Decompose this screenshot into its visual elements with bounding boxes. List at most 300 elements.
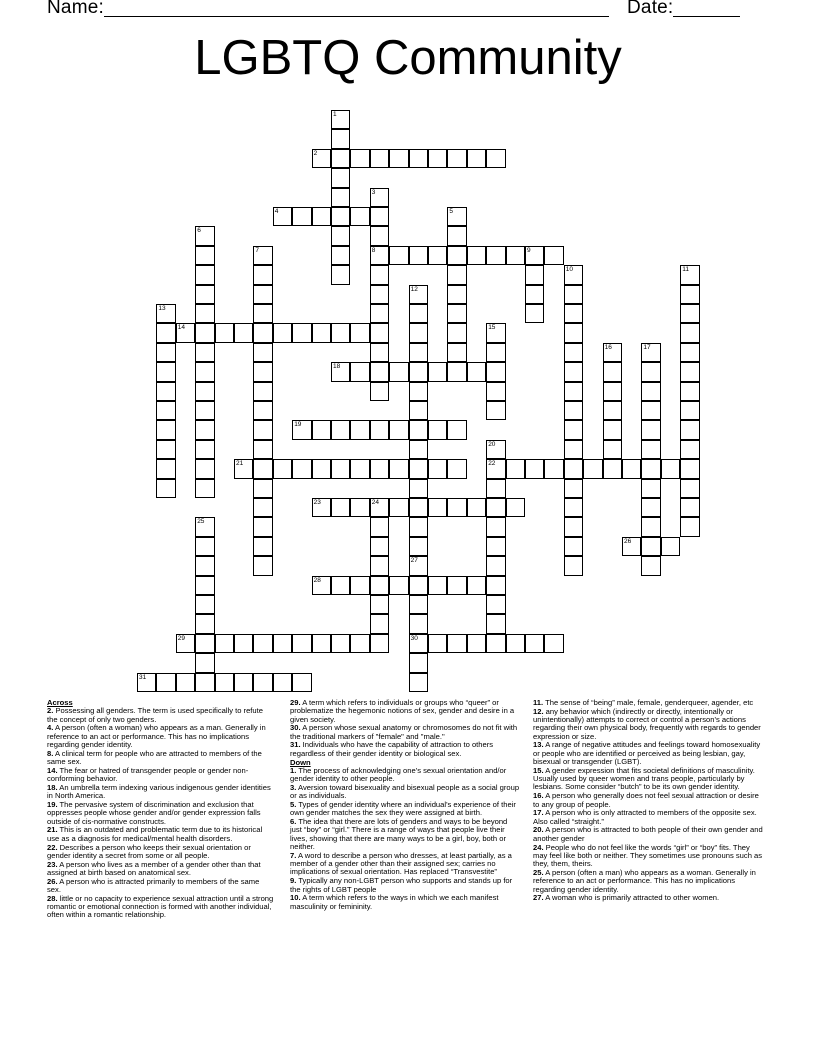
grid-cell[interactable] [409,595,428,614]
grid-cell[interactable] [253,634,272,653]
grid-cell[interactable] [253,304,272,323]
grid-cell[interactable] [680,265,699,284]
grid-cell[interactable] [564,537,583,556]
clue-number: 28 [313,576,321,584]
date-label: Date: [627,0,674,18]
grid-cell[interactable] [253,362,272,381]
across-clue: 26. A person who is attracted primarily to members of the same sex. [47,876,260,895]
grid-cell[interactable] [525,285,544,304]
grid-cell[interactable] [253,401,272,420]
grid-cell[interactable] [680,343,699,362]
grid-cell[interactable] [331,498,350,517]
grid-cell[interactable] [195,576,214,595]
grid-cell[interactable] [680,517,699,536]
grid-cell[interactable] [389,149,408,168]
grid-cell[interactable] [331,420,350,439]
grid-cell[interactable] [195,382,214,401]
grid-cell[interactable] [506,634,525,653]
grid-cell[interactable] [137,673,156,692]
grid-cell[interactable] [467,246,486,265]
grid-cell[interactable] [641,459,660,478]
grid-cell[interactable] [195,459,214,478]
grid-cell[interactable] [292,634,311,653]
grid-cell[interactable] [331,207,350,226]
grid-cell[interactable] [331,265,350,284]
grid-cell[interactable] [428,149,447,168]
grid-cell[interactable] [409,498,428,517]
grid-cell[interactable] [156,323,175,342]
grid-cell[interactable] [564,479,583,498]
clue-number: 9 [527,246,531,254]
grid-cell[interactable] [486,401,505,420]
grid-cell[interactable] [195,246,214,265]
grid-cell[interactable] [486,556,505,575]
grid-cell[interactable] [486,459,505,478]
down-clue: 5. Types of gender identity where an individual's experience of their own gender matches the sex they were assigned at birth. [290,800,516,818]
grid-cell[interactable] [409,362,428,381]
grid-cell[interactable] [564,362,583,381]
grid-cell[interactable] [312,498,331,517]
grid-cell[interactable] [409,614,428,633]
grid-cell[interactable] [253,382,272,401]
grid-cell[interactable] [409,653,428,672]
grid-cell[interactable] [350,634,369,653]
grid-cell[interactable] [486,517,505,536]
grid-cell[interactable] [195,226,214,245]
grid-cell[interactable] [215,323,234,342]
grid-cell[interactable] [195,556,214,575]
grid-cell[interactable] [641,556,660,575]
grid-cell[interactable] [447,634,466,653]
grid-cell[interactable] [292,207,311,226]
clue-number: 25 [197,518,205,526]
grid-cell[interactable] [273,673,292,692]
grid-cell[interactable] [331,576,350,595]
grid-cell[interactable] [350,207,369,226]
grid-cell[interactable] [370,188,389,207]
grid-cell[interactable] [486,382,505,401]
grid-cell[interactable] [312,149,331,168]
grid-cell[interactable] [544,459,563,478]
grid-cell[interactable] [195,401,214,420]
grid-cell[interactable] [428,459,447,478]
grid-cell[interactable] [370,614,389,633]
grid-cell[interactable] [253,343,272,362]
grid-cell[interactable] [622,459,641,478]
grid-cell[interactable] [641,362,660,381]
grid-cell[interactable] [486,323,505,342]
grid-cell[interactable] [350,420,369,439]
grid-cell[interactable] [428,576,447,595]
grid-cell[interactable] [389,498,408,517]
grid-cell[interactable] [409,479,428,498]
grid-cell[interactable] [331,226,350,245]
grid-cell[interactable] [680,304,699,323]
grid-cell[interactable] [447,362,466,381]
grid-cell[interactable] [564,343,583,362]
grid-cell[interactable] [253,498,272,517]
grid-cell[interactable] [680,420,699,439]
grid-cell[interactable] [350,576,369,595]
grid-cell[interactable] [195,595,214,614]
grid-cell[interactable] [176,323,195,342]
grid-cell[interactable] [564,323,583,342]
grid-cell[interactable] [583,459,602,478]
grid-cell[interactable] [389,420,408,439]
grid-cell[interactable] [622,537,641,556]
grid-cell[interactable] [641,440,660,459]
grid-cell[interactable] [447,459,466,478]
grid-cell[interactable] [273,634,292,653]
down-clue: 11. The sense of “being” male, female, genderqueer, agender, etc [533,698,754,707]
clue-number: 16 [604,343,612,351]
grid-cell[interactable] [447,420,466,439]
grid-cell[interactable] [641,479,660,498]
grid-cell[interactable] [253,265,272,284]
grid-cell[interactable] [409,246,428,265]
grid-cell[interactable] [506,459,525,478]
grid-cell[interactable] [641,420,660,439]
grid-cell[interactable] [641,382,660,401]
grid-cell[interactable] [680,440,699,459]
clue-number: 21 [236,460,244,468]
grid-cell[interactable] [312,207,331,226]
grid-cell[interactable] [506,246,525,265]
grid-cell[interactable] [292,673,311,692]
grid-cell[interactable] [409,343,428,362]
grid-cell[interactable] [467,634,486,653]
grid-cell[interactable] [661,537,680,556]
grid-cell[interactable] [370,149,389,168]
grid-cell[interactable] [447,149,466,168]
grid-cell[interactable] [176,673,195,692]
grid-cell[interactable] [350,323,369,342]
grid-cell[interactable] [156,440,175,459]
grid-cell[interactable] [234,673,253,692]
grid-cell[interactable] [603,440,622,459]
grid-cell[interactable] [215,673,234,692]
grid-cell[interactable] [234,459,253,478]
grid-cell[interactable] [370,459,389,478]
grid-cell[interactable] [409,304,428,323]
clue-number: 11 [682,266,689,274]
grid-cell[interactable] [195,304,214,323]
grid-cell[interactable] [409,420,428,439]
grid-cell[interactable] [195,537,214,556]
grid-cell[interactable] [312,576,331,595]
grid-cell[interactable] [409,537,428,556]
grid-cell[interactable] [680,323,699,342]
grid-cell[interactable] [525,304,544,323]
grid-cell[interactable] [486,440,505,459]
grid-cell[interactable] [680,362,699,381]
clues-column-2 [290,699,520,911]
down-clue: 16. A person who generally does not feel sexual attraction or desire to any group of people. [533,791,759,809]
grid-cell[interactable] [564,556,583,575]
grid-cell[interactable] [447,304,466,323]
grid-cell[interactable] [486,537,505,556]
grid-cell[interactable] [370,420,389,439]
grid-cell[interactable] [447,343,466,362]
grid-cell[interactable] [564,304,583,323]
grid-cell[interactable] [428,634,447,653]
grid-cell[interactable] [370,246,389,265]
grid-cell[interactable] [680,479,699,498]
grid-cell[interactable] [564,265,583,284]
grid-cell[interactable] [350,459,369,478]
grid-cell[interactable] [641,343,660,362]
grid-cell[interactable] [603,420,622,439]
grid-cell[interactable] [603,459,622,478]
grid-cell[interactable] [680,401,699,420]
grid-cell[interactable] [447,323,466,342]
grid-cell[interactable] [506,498,525,517]
grid-cell[interactable] [525,246,544,265]
grid-cell[interactable] [331,129,350,148]
grid-cell[interactable] [312,459,331,478]
clue-number: 31 [139,673,147,681]
grid-cell[interactable] [447,265,466,284]
grid-cell[interactable] [428,362,447,381]
grid-cell[interactable] [195,614,214,633]
grid-cell[interactable] [215,634,234,653]
grid-cell[interactable] [370,537,389,556]
grid-cell[interactable] [195,362,214,381]
across-clue: 23. A person who lives as a member of a gender other than that assigned at birth based on anatomical sex. [47,859,261,877]
grid-cell[interactable] [564,382,583,401]
grid-cell[interactable] [428,498,447,517]
grid-cell[interactable] [525,459,544,478]
clue-number: 10 [565,266,574,274]
grid-cell[interactable] [370,362,389,381]
grid-cell[interactable] [680,382,699,401]
grid-cell[interactable] [467,149,486,168]
grid-cell[interactable] [447,285,466,304]
grid-cell[interactable] [253,459,272,478]
grid-cell[interactable] [156,343,175,362]
grid-cell[interactable] [409,673,428,692]
grid-cell[interactable] [564,440,583,459]
grid-cell[interactable] [253,285,272,304]
grid-cell[interactable] [544,634,563,653]
grid-cell[interactable] [447,246,466,265]
grid-cell[interactable] [409,459,428,478]
grid-cell[interactable] [331,323,350,342]
grid-cell[interactable] [389,362,408,381]
grid-cell[interactable] [428,246,447,265]
grid-cell[interactable] [641,537,660,556]
grid-cell[interactable] [467,362,486,381]
grid-cell[interactable] [370,382,389,401]
grid-cell[interactable] [486,498,505,517]
grid-cell[interactable] [641,498,660,517]
grid-cell[interactable] [331,168,350,187]
grid-cell[interactable] [370,517,389,536]
clue-number: 7 [255,246,260,254]
grid-cell[interactable] [447,576,466,595]
grid-cell[interactable] [525,634,544,653]
grid-cell[interactable] [409,576,428,595]
grid-cell[interactable] [564,459,583,478]
grid-cell[interactable] [603,401,622,420]
grid-cell[interactable] [273,323,292,342]
grid-cell[interactable] [564,420,583,439]
grid-cell[interactable] [467,576,486,595]
grid-cell[interactable] [603,362,622,381]
grid-cell[interactable] [253,673,272,692]
grid-cell[interactable] [253,440,272,459]
grid-cell[interactable] [292,323,311,342]
grid-cell[interactable] [156,420,175,439]
grid-cell[interactable] [273,207,292,226]
grid-cell[interactable] [486,479,505,498]
grid-cell[interactable] [253,479,272,498]
grid-cell[interactable] [156,382,175,401]
grid-cell[interactable] [253,556,272,575]
grid-cell[interactable] [603,343,622,362]
grid-cell[interactable] [564,498,583,517]
grid-cell[interactable] [661,459,680,478]
grid-cell[interactable] [195,517,214,536]
grid-cell[interactable] [331,110,350,129]
grid-cell[interactable] [156,401,175,420]
grid-cell[interactable] [680,285,699,304]
grid-cell[interactable] [370,556,389,575]
down-clue: 6. The idea that there are lots of genders and ways to be beyond just “boy” or “girl.” There is a range of ways that people live their lives, showing that there are many ways to be a girl, boy, both or neither. [290,817,508,852]
grid-cell[interactable] [195,420,214,439]
grid-cell[interactable] [176,634,195,653]
grid-cell[interactable] [156,304,175,323]
grid-cell[interactable] [195,653,214,672]
grid-cell[interactable] [389,576,408,595]
grid-cell[interactable] [409,556,428,575]
grid-cell[interactable] [486,614,505,633]
grid-cell[interactable] [331,188,350,207]
grid-cell[interactable] [195,673,214,692]
grid-cell[interactable] [447,226,466,245]
grid-cell[interactable] [680,498,699,517]
grid-cell[interactable] [350,149,369,168]
grid-cell[interactable] [486,149,505,168]
grid-cell[interactable] [370,498,389,517]
grid-cell[interactable] [409,382,428,401]
grid-cell[interactable] [292,459,311,478]
grid-cell[interactable] [564,517,583,536]
grid-cell[interactable] [486,362,505,381]
grid-cell[interactable] [641,517,660,536]
grid-cell[interactable] [253,246,272,265]
clue-number: 4 [274,208,279,215]
grid-cell[interactable] [253,517,272,536]
grid-cell[interactable] [486,634,505,653]
grid-cell[interactable] [370,323,389,342]
grid-cell[interactable] [156,673,175,692]
grid-cell[interactable] [641,401,660,420]
grid-cell[interactable] [409,440,428,459]
grid-cell[interactable] [370,634,389,653]
grid-cell[interactable] [370,304,389,323]
down-clue: 10. A term which refers to the ways in which we each manifest masculinity or femininity. [290,893,499,911]
grid-cell[interactable] [370,576,389,595]
grid-cell[interactable] [156,362,175,381]
grid-cell[interactable] [370,285,389,304]
grid-cell[interactable] [486,246,505,265]
grid-cell[interactable] [564,401,583,420]
grid-cell[interactable] [350,498,369,517]
clue-number: 24 [371,499,380,506]
grid-cell[interactable] [195,479,214,498]
grid-cell[interactable] [312,323,331,342]
grid-cell[interactable] [234,323,253,342]
grid-cell[interactable] [253,323,272,342]
grid-cell[interactable] [603,382,622,401]
grid-cell[interactable] [195,265,214,284]
name-label: Name: [47,0,104,18]
grid-cell[interactable] [525,265,544,284]
grid-cell[interactable] [447,207,466,226]
across-clue: 19. The pervasive system of discrimination and exclusion that oppresses people whose gender and/or gender expression falls outside of cis-normative constructs. [47,800,261,826]
grid-cell[interactable] [409,323,428,342]
grid-cell[interactable] [389,459,408,478]
grid-cell[interactable] [156,479,175,498]
grid-cell[interactable] [331,459,350,478]
grid-cell[interactable] [409,517,428,536]
grid-cell[interactable] [544,246,563,265]
grid-cell[interactable] [486,576,505,595]
grid-cell[interactable] [331,362,350,381]
grid-cell[interactable] [273,459,292,478]
grid-cell[interactable] [195,634,214,653]
grid-cell[interactable] [389,246,408,265]
grid-cell[interactable] [312,634,331,653]
grid-cell[interactable] [370,343,389,362]
grid-cell[interactable] [467,498,486,517]
grid-cell[interactable] [409,285,428,304]
grid-cell[interactable] [195,440,214,459]
grid-cell[interactable] [350,362,369,381]
grid-cell[interactable] [409,401,428,420]
grid-cell[interactable] [564,285,583,304]
grid-cell[interactable] [370,265,389,284]
across-clue: 31. Individuals who have the capability of attraction to others regardless of their gender identity or biological sex. [290,740,494,758]
grid-cell[interactable] [253,420,272,439]
grid-cell[interactable] [234,634,253,653]
grid-cell[interactable] [370,226,389,245]
grid-cell[interactable] [370,595,389,614]
grid-cell[interactable] [292,420,311,439]
grid-cell[interactable] [370,207,389,226]
clue-number: 18 [333,363,341,371]
grid-cell[interactable] [409,149,428,168]
grid-cell[interactable] [409,634,428,653]
grid-cell[interactable] [680,459,699,478]
grid-cell[interactable] [331,634,350,653]
down-clue: 17. A person who is only attracted to members of the opposite sex. Also called “straight.” [533,808,757,826]
grid-cell[interactable] [428,420,447,439]
grid-cell[interactable] [156,459,175,478]
grid-cell[interactable] [253,537,272,556]
grid-cell[interactable] [195,323,214,342]
grid-cell[interactable] [331,246,350,265]
grid-cell[interactable] [195,343,214,362]
grid-cell[interactable] [312,420,331,439]
grid-cell[interactable] [486,343,505,362]
grid-cell[interactable] [486,595,505,614]
grid-cell[interactable] [447,498,466,517]
grid-cell[interactable] [195,285,214,304]
clue-number: 20 [488,440,496,448]
grid-cell[interactable] [331,149,350,168]
